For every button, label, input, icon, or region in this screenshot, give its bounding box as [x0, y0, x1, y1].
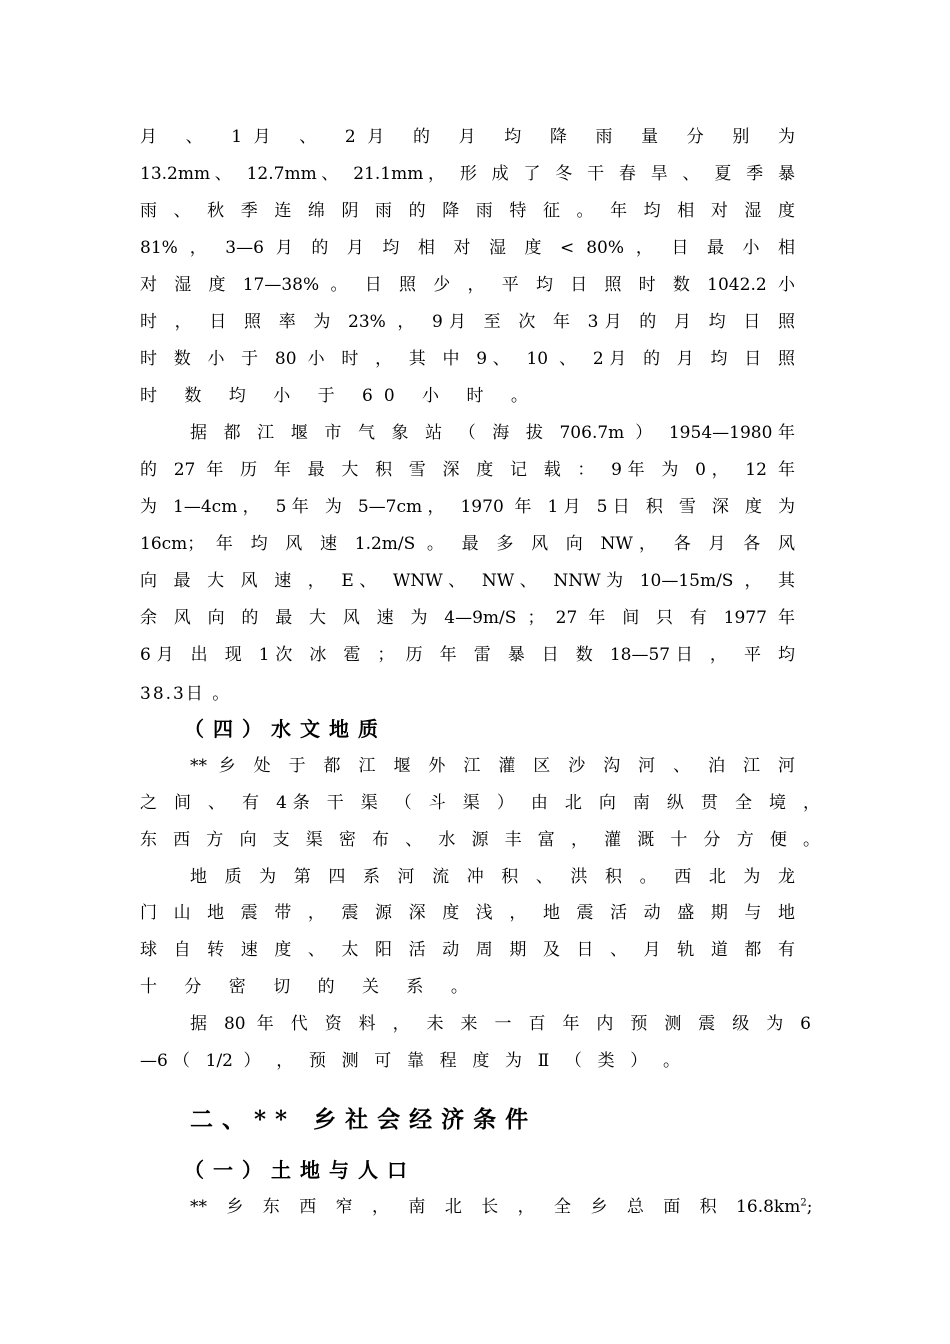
text-line: 时 数 小 于 80 小 时 ， 其 中 9、 10 、 2月 的 月 均 日 照 [140, 349, 795, 369]
text-line: 时 ， 日 照 率 为 23% ， 9月 至 次 年 3月 的 月 均 日 照 [140, 312, 795, 332]
section-heading: （四）水文地质 [184, 717, 387, 741]
text-line: 向 最 大 风 速 ， E、 WNW、 NW、 NNW为 10—15m/S ， 其 [140, 571, 795, 591]
text-line: 16cm； 年 均 风 速 1.2m/S 。 最 多 风 向 NW， 各 月 各 风 [140, 534, 795, 554]
text-line [190, 1196, 812, 1218]
text-line: 余 风 向 的 最 大 风 速 为 4—9m/S ； 27 年 间 只 有 1977 年 [140, 608, 795, 628]
text-line: 6月 出 现 1次 冰 雹 ； 历 年 雷 暴 日 数 18—57日 ， 平 均 [140, 645, 795, 665]
text-line: 之 间 、 有 4条 干 渠 （ 斗 渠 ） 由 北 向 南 纵 贯 全 境 ， [140, 793, 820, 813]
superscript: 2 [800, 1197, 807, 1209]
text-line: 雨 、 秋 季 连 绵 阴 雨 的 降 雨 特 征 。 年 均 相 对 湿 度 [140, 201, 795, 221]
text-line: 地 质 为 第 四 系 河 流 冲 积 、 洪 积 。 西 北 为 龙 [190, 867, 795, 887]
text-line: 十 分 密 切 的 关 系 。 [140, 977, 479, 997]
chapter-heading: 二、** 乡社会经济条件 [190, 1106, 538, 1133]
text-line-end: ; [806, 1197, 813, 1217]
text-line: 据 80 年 代 资 料 ， 未 来 一 百 年 内 预 测 震 级 为 6 [190, 1014, 811, 1034]
text-line: 月 、 1月 、 2月 的 月 均 降 雨 量 分 别 为 [140, 127, 795, 147]
text-line: 东 西 方 向 支 渠 密 布 、 水 源 丰 富 ， 灌 溉 十 分 方 便 。 [140, 830, 820, 850]
text-line: —6（ 1/2 ） ， 预 测 可 靠 程 度 为 Ⅱ （ 类 ） 。 [140, 1051, 680, 1071]
text-line: 38.3日 。 [140, 684, 232, 704]
text-line: 为 1—4cm， 5年 为 5—7cm， 1970 年 1月 5日 积 雪 深 度 为 [140, 497, 795, 517]
text-line: ** 乡 处 于 都 江 堰 外 江 灌 区 沙 沟 河 、 泊 江 河 [190, 756, 795, 776]
text-line: 的 27 年 历 年 最 大 积 雪 深 度 记 载 ： 9年 为 0， 12 年 [140, 460, 795, 480]
section-heading: （一）土地与人口 [184, 1158, 416, 1182]
text-line: 门 山 地 震 带 ， 震 源 深 度 浅 ， 地 震 活 动 盛 期 与 地 [140, 903, 795, 923]
text-line: 球 自 转 速 度 、 太 阳 活 动 周 期 及 日 、 月 轨 道 都 有 [140, 940, 795, 960]
text-line: 时 数 均 小 于 60 小 时 。 [140, 386, 539, 406]
text-line-body: ** 乡 东 西 窄 ， 南 北 长 ， 全 乡 总 面 积 16.8km [190, 1197, 801, 1217]
text-line: 对 湿 度 17—38% 。 日 照 少 ， 平 均 日 照 时 数 1042.2 小 [140, 275, 795, 295]
text-line: 13.2mm、 12.7mm、 21.1mm， 形 成 了 冬 干 春 旱 、 夏 季 暴 [140, 164, 795, 184]
text-line: 据 都 江 堰 市 气 象 站 （ 海 拔 706.7m ） 1954—1980年 [190, 423, 795, 443]
text-line: 81% ， 3—6 月 的 月 均 相 对 湿 度 < 80% ， 日 最 小 相 [140, 238, 795, 258]
